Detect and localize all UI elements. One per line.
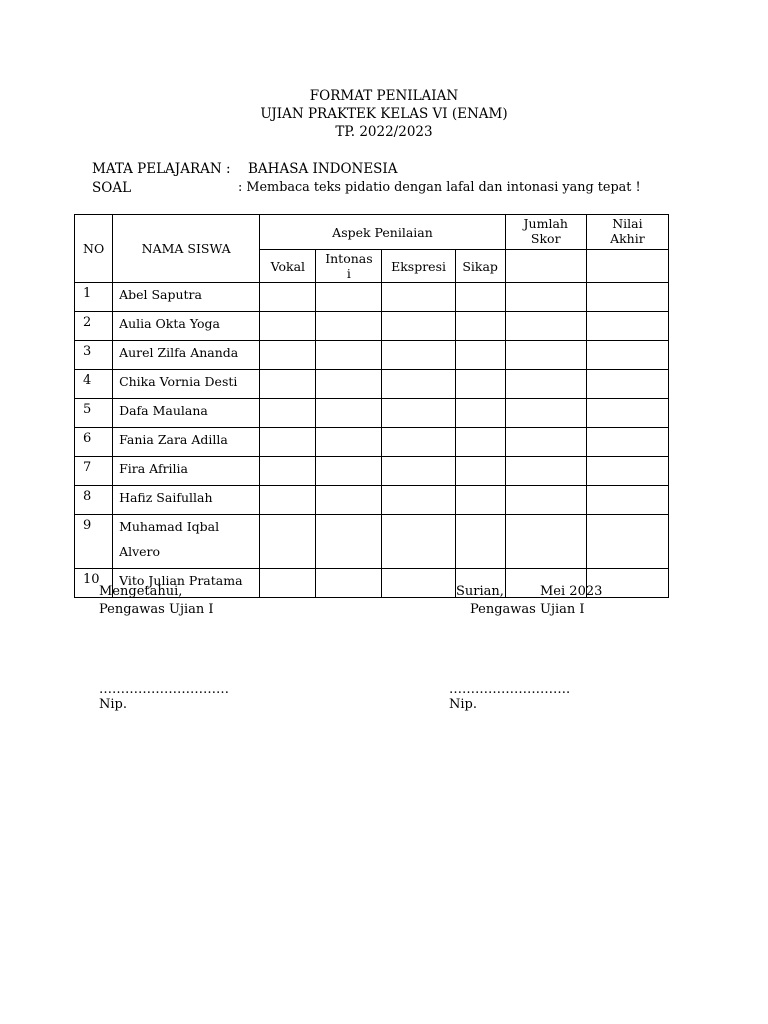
row-no: 6: [75, 428, 113, 457]
row-name: [113, 370, 260, 399]
row-name-text: Muhamad Iqbal: [119, 519, 220, 534]
score-cell[interactable]: [382, 457, 455, 486]
subject-label: MATA PELAJARAN :: [92, 161, 231, 177]
final-cell[interactable]: [586, 428, 668, 457]
score-cell[interactable]: [455, 515, 505, 569]
score-cell[interactable]: [316, 283, 382, 312]
score-cell[interactable]: [260, 515, 316, 569]
score-cell[interactable]: [316, 515, 382, 569]
score-cell[interactable]: [382, 399, 455, 428]
row-name: [113, 515, 260, 569]
subheader-intonasi-line2: i: [346, 266, 351, 281]
row-name: [113, 399, 260, 428]
row-name-text: Dafa Maulana: [119, 403, 208, 418]
table-row: [75, 312, 669, 341]
score-cell[interactable]: [260, 569, 316, 598]
total-cell[interactable]: [505, 399, 586, 428]
score-cell[interactable]: [260, 486, 316, 515]
row-name-text: Fania Zara Adilla: [119, 432, 228, 447]
final-cell[interactable]: [586, 457, 668, 486]
table-row: [75, 515, 669, 569]
header-jumlah-skor: [505, 215, 586, 250]
title-line-2: UJIAN PRAKTEK KELAS VI (ENAM): [260, 106, 508, 122]
row-no: 8: [75, 486, 113, 515]
score-cell[interactable]: [260, 399, 316, 428]
subject-value: BAHASA INDONESIA: [248, 161, 398, 177]
subheader-sikap: Sikap: [455, 250, 505, 283]
total-cell[interactable]: [505, 486, 586, 515]
score-cell[interactable]: [316, 370, 382, 399]
total-cell[interactable]: [505, 370, 586, 399]
sig-right-nip: Nip.: [449, 697, 477, 712]
score-cell[interactable]: [455, 399, 505, 428]
score-cell[interactable]: [455, 341, 505, 370]
table-row: [75, 457, 669, 486]
score-cell[interactable]: [260, 370, 316, 399]
total-cell[interactable]: [505, 457, 586, 486]
table-row: [75, 283, 669, 312]
score-cell[interactable]: [316, 457, 382, 486]
soal-value: : Membaca teks pidatio dengan lafal dan intonasi yang tepat !: [238, 180, 641, 195]
total-cell[interactable]: [505, 283, 586, 312]
final-cell[interactable]: [586, 399, 668, 428]
header-jumlah-line2: Skor: [530, 231, 561, 246]
score-cell[interactable]: [455, 283, 505, 312]
table-row: [75, 399, 669, 428]
final-cell[interactable]: [586, 312, 668, 341]
row-no: 2: [75, 312, 113, 341]
header-no: NO: [75, 215, 113, 283]
subheader-ekspresi: Ekspresi: [382, 250, 455, 283]
score-cell[interactable]: [382, 283, 455, 312]
score-cell[interactable]: [316, 341, 382, 370]
jumlah-skor-blank: [505, 250, 586, 283]
row-name: [113, 283, 260, 312]
final-cell[interactable]: [586, 515, 668, 569]
row-name-text: Aurel Zilfa Ananda: [119, 345, 239, 360]
row-name: [113, 341, 260, 370]
row-name-text: Abel Saputra: [119, 287, 202, 302]
sig-right-place: Surian,: [456, 584, 504, 599]
score-cell[interactable]: [382, 312, 455, 341]
score-cell[interactable]: [260, 283, 316, 312]
sig-left-title: Pengawas Ujian I: [99, 602, 214, 617]
sig-left-nip: Nip.: [99, 697, 127, 712]
score-cell[interactable]: [260, 312, 316, 341]
row-name-text-line2: Alvero: [119, 544, 161, 559]
score-cell[interactable]: [316, 569, 382, 598]
row-name: [113, 486, 260, 515]
sig-right-date: Mei 2023: [540, 584, 603, 599]
score-cell[interactable]: [382, 341, 455, 370]
score-cell[interactable]: [382, 428, 455, 457]
subheader-intonasi: [316, 250, 382, 283]
sig-left-dots: …………………………: [99, 682, 229, 697]
table-row: [75, 428, 669, 457]
header-nilai-akhir: [586, 215, 668, 250]
score-cell[interactable]: [316, 312, 382, 341]
row-no: 1: [75, 283, 113, 312]
header-nilai-line1: Nilai: [612, 216, 643, 231]
row-name-text: Fira Afrilia: [119, 461, 188, 476]
score-cell[interactable]: [455, 457, 505, 486]
soal-label: SOAL: [92, 180, 132, 196]
header-aspek: Aspek Penilaian: [260, 215, 505, 250]
score-cell[interactable]: [382, 486, 455, 515]
row-name: [113, 457, 260, 486]
header-jumlah-line1: Jumlah: [523, 216, 568, 231]
score-cell[interactable]: [316, 399, 382, 428]
total-cell[interactable]: [505, 515, 586, 569]
score-cell[interactable]: [260, 457, 316, 486]
score-cell[interactable]: [260, 341, 316, 370]
row-no: 3: [75, 341, 113, 370]
row-name-text: Chika Vornia Desti: [119, 374, 238, 389]
row-no: 9: [75, 515, 113, 569]
total-cell[interactable]: [505, 341, 586, 370]
score-cell[interactable]: [455, 370, 505, 399]
row-name: [113, 312, 260, 341]
final-cell[interactable]: [586, 283, 668, 312]
assessment-table: [74, 214, 669, 598]
row-no: 10: [75, 569, 113, 598]
score-cell[interactable]: [382, 370, 455, 399]
row-no: 5: [75, 399, 113, 428]
title-line-3: TP. 2022/2023: [335, 124, 433, 140]
score-cell[interactable]: [455, 428, 505, 457]
score-cell[interactable]: [455, 486, 505, 515]
subheader-vokal: Vokal: [260, 250, 316, 283]
score-cell[interactable]: [382, 569, 455, 598]
row-name-text: Vito Julian Pratama: [119, 573, 243, 588]
final-cell[interactable]: [586, 341, 668, 370]
score-cell[interactable]: [316, 428, 382, 457]
nilai-akhir-blank: [586, 250, 668, 283]
table-row: [75, 341, 669, 370]
subheader-intonasi-line1: Intonas: [325, 251, 373, 266]
row-name-text: Aulia Okta Yoga: [119, 316, 220, 331]
title-line-1: FORMAT PENILAIAN: [309, 88, 459, 104]
header-nilai-line2: Akhir: [610, 231, 645, 246]
row-no: 7: [75, 457, 113, 486]
total-cell[interactable]: [505, 428, 586, 457]
final-cell[interactable]: [586, 370, 668, 399]
score-cell[interactable]: [260, 428, 316, 457]
row-name: [113, 428, 260, 457]
header-name: NAMA SISWA: [113, 215, 260, 283]
score-cell[interactable]: [316, 486, 382, 515]
total-cell[interactable]: [505, 312, 586, 341]
sig-right-dots: ……………………….: [449, 682, 571, 697]
score-cell[interactable]: [382, 515, 455, 569]
final-cell[interactable]: [586, 486, 668, 515]
table-row: [75, 486, 669, 515]
sig-left-mengetahui: Mengetahui,: [99, 584, 183, 599]
sig-right-title: Pengawas Ujian I: [470, 602, 585, 617]
row-name-text: Hafiz Saifullah: [119, 490, 213, 505]
row-no: 4: [75, 370, 113, 399]
table-row: [75, 370, 669, 399]
score-cell[interactable]: [455, 312, 505, 341]
